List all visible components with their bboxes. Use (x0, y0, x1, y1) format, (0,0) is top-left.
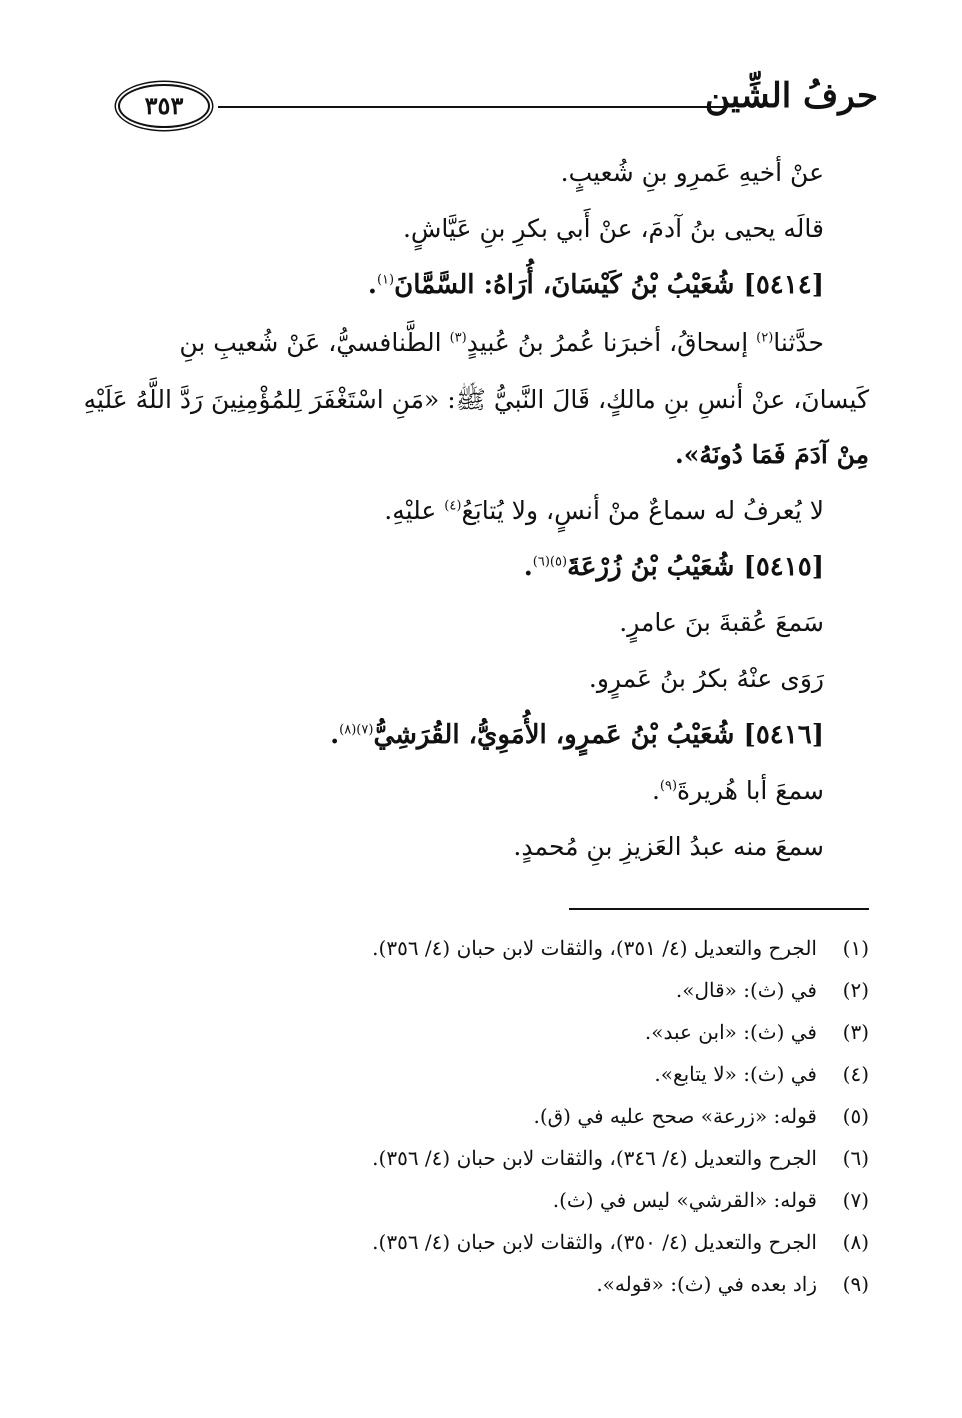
footnote: (٣)في (ث): «ابن عبد». (644, 1020, 869, 1044)
entry-heading-5415: [٥٤١٥] شُعَيْبُ بْنُ زُرْعَةَ$^{(٥)(٦)}$. (523, 552, 824, 582)
note-mark: (٤) (444, 498, 462, 514)
text-line: رَوَى عنْهُ بكرُ بنُ عَمرٍو. (588, 664, 824, 693)
text-line: سمعَ أبا هُريرةَ$^{(٩)}$. (651, 776, 824, 805)
page-number-oval (118, 84, 210, 128)
page-number: ٣٥٣ (144, 91, 184, 120)
footnote: (٢)في (ث): «قال». (675, 978, 869, 1002)
note-mark: (٧)(٨) (339, 722, 374, 738)
footnote: (٤)في (ث): «لا يتابع». (654, 1062, 869, 1086)
chapter-title: حرفُ الشِّين (704, 76, 878, 116)
text-line: كَيسانَ، عنْ أنسِ بنِ مالكٍ، قَالَ النَّبيُّ ﷺ: «مَنِ اسْتَغْفَرَ لِلمُؤْمِنِينَ رَدَّ اللَّهُ عَلَيْهِ (83, 385, 869, 414)
page-header (118, 72, 878, 134)
note-mark: (١) (376, 272, 395, 288)
footnote: (٩)زاد بعده في (ث): «قوله». (596, 1272, 869, 1296)
text-line: عنْ أخيهِ عَمرِو بنِ شُعيبٍ. (560, 158, 824, 187)
footnote-separator (569, 908, 869, 910)
text-line: لا يُعرفُ له سماعٌ منْ أنسٍ، ولا يُتابَعُ$^{(٤)}$ عليْهِ. (384, 496, 824, 525)
footnote: (٨)الجرح والتعديل (٤/ ٣٥٠)، والثقات لابن حبان (٤/ ٣٥٦). (372, 1230, 869, 1254)
note-mark: (٥)(٦) (532, 554, 568, 570)
footnote: (٦)الجرح والتعديل (٤/ ٣٤٦)، والثقات لابن حبان (٤/ ٣٥٦). (372, 1146, 869, 1170)
text-line: سمعَ منه عبدُ العَزيزِ بنِ مُحمدٍ. (513, 832, 824, 861)
text-line: مِنْ آدَمَ فَمَا دُونَهُ». (674, 440, 869, 469)
text-line: حدَّثنا$^{(٢)}$ إسحاقُ، أخبرَنا عُمرُ بنُ عُبيدٍ$^{(٣)}$ الطَّنافسيُّ، عَنْ شُعيبِ بنِ (179, 328, 824, 357)
note-mark: (٢) (756, 330, 774, 346)
entry-heading-5414: [٥٤١٤] شُعَيْبُ بْنُ كَيْسَانَ، أُرَاهُ: السَّمَّانَ$^{(١)}$. (367, 270, 824, 300)
footnote: (١)الجرح والتعديل (٤/ ٣٥١)، والثقات لابن حبان (٤/ ٣٥٦). (372, 936, 869, 960)
footnote: (٧)قوله: «القرشي» ليس في (ث). (552, 1188, 869, 1212)
note-mark: (٩) (659, 778, 678, 794)
header-rule (218, 106, 728, 108)
entry-heading-5416: [٥٤١٦] شُعَيْبُ بْنُ عَمرٍو، الأُمَوِيُّ، القُرَشِيُّ$^{(٧)(٨)}$. (330, 720, 824, 750)
text-line: قالَه يحيى بنُ آدمَ، عنْ أَبي بكرِ بنِ عَيَّاشٍ. (402, 214, 824, 243)
note-mark: (٣) (449, 330, 467, 346)
text-line: سَمعَ عُقبةَ بنَ عامرٍ. (619, 608, 824, 637)
footnote: (٥)قوله: «زرعة» صحح عليه في (ق). (533, 1104, 869, 1128)
